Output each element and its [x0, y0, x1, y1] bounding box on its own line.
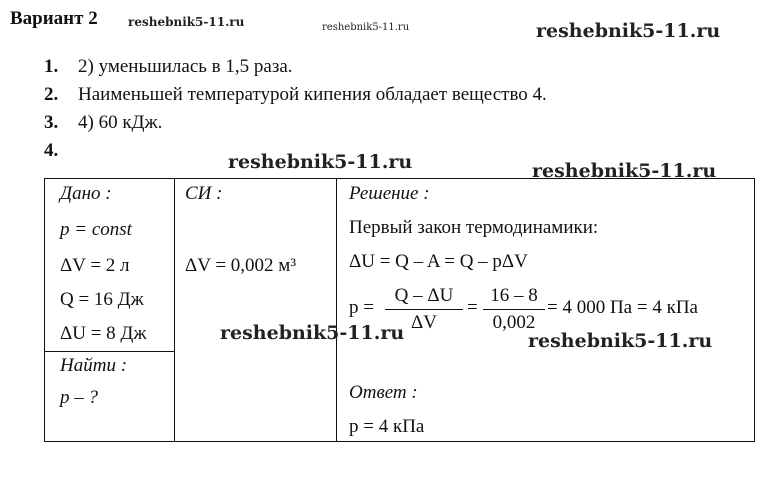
watermark: reshebnik5-11.ru: [536, 20, 721, 42]
equals-sign: =: [467, 297, 478, 318]
equation-lhs: p =: [349, 297, 374, 318]
find-item: p – ?: [60, 387, 98, 408]
given-column: [45, 179, 175, 441]
divider: [45, 351, 175, 352]
si-header: СИ :: [185, 183, 223, 204]
answer-value: p = 4 кПа: [349, 416, 425, 437]
solution-table: [44, 178, 755, 442]
given-item: Q = 16 Дж: [60, 289, 144, 310]
fraction-bar: [483, 309, 545, 310]
watermark: reshebnik5-11.ru: [220, 322, 405, 344]
given-header: Дано :: [60, 183, 112, 204]
fraction-denominator: 0,002: [492, 312, 536, 333]
answer-item: [44, 53, 547, 81]
watermark: reshebnik5-11.ru: [228, 151, 413, 173]
watermark: reshebnik5-11.ru: [528, 330, 713, 352]
page-title: Вариант 2: [10, 8, 98, 29]
given-item: p = const: [60, 219, 132, 240]
si-value: ΔV = 0,002 м³: [185, 255, 297, 276]
fraction-denominator: ΔV: [411, 312, 437, 333]
answer-header: Ответ :: [349, 382, 418, 403]
equation: ΔU = Q – A = Q – pΔV: [349, 251, 528, 272]
watermark: reshebnik5-11.ru: [532, 160, 717, 182]
find-header: Найти :: [60, 355, 128, 376]
watermark: reshebnik5-11.ru: [128, 15, 245, 29]
answer-item: [44, 81, 547, 109]
answer-text: 2) уменьшилась в 1,5 раза.: [78, 56, 293, 77]
answer-number: 2.: [44, 84, 59, 105]
answer-number: 3.: [44, 112, 59, 133]
answer-text: Наименьшей температурой кипения обладает вещество 4.: [78, 84, 547, 105]
law-statement: Первый закон термодинамики:: [349, 217, 599, 238]
fraction-numerator: Q – ΔU: [394, 285, 454, 306]
si-column: [175, 179, 337, 441]
answers-list: [44, 53, 547, 165]
answer-number: 1.: [44, 56, 59, 77]
given-item: ΔU = 8 Дж: [60, 323, 147, 344]
watermark: reshebnik5-11.ru: [322, 22, 410, 33]
equation-result: = 4 000 Па = 4 кПа: [547, 297, 698, 318]
solution-header: Решение :: [349, 183, 430, 204]
answer-text: 4) 60 кДж.: [78, 112, 163, 133]
given-item: ΔV = 2 л: [60, 255, 130, 276]
answer-item: [44, 109, 547, 137]
fraction-bar: [385, 309, 463, 310]
fraction-numerator: 16 – 8: [490, 285, 538, 306]
solution-column: [337, 179, 754, 441]
answer-number: 4.: [44, 140, 59, 161]
fraction: [483, 285, 545, 334]
